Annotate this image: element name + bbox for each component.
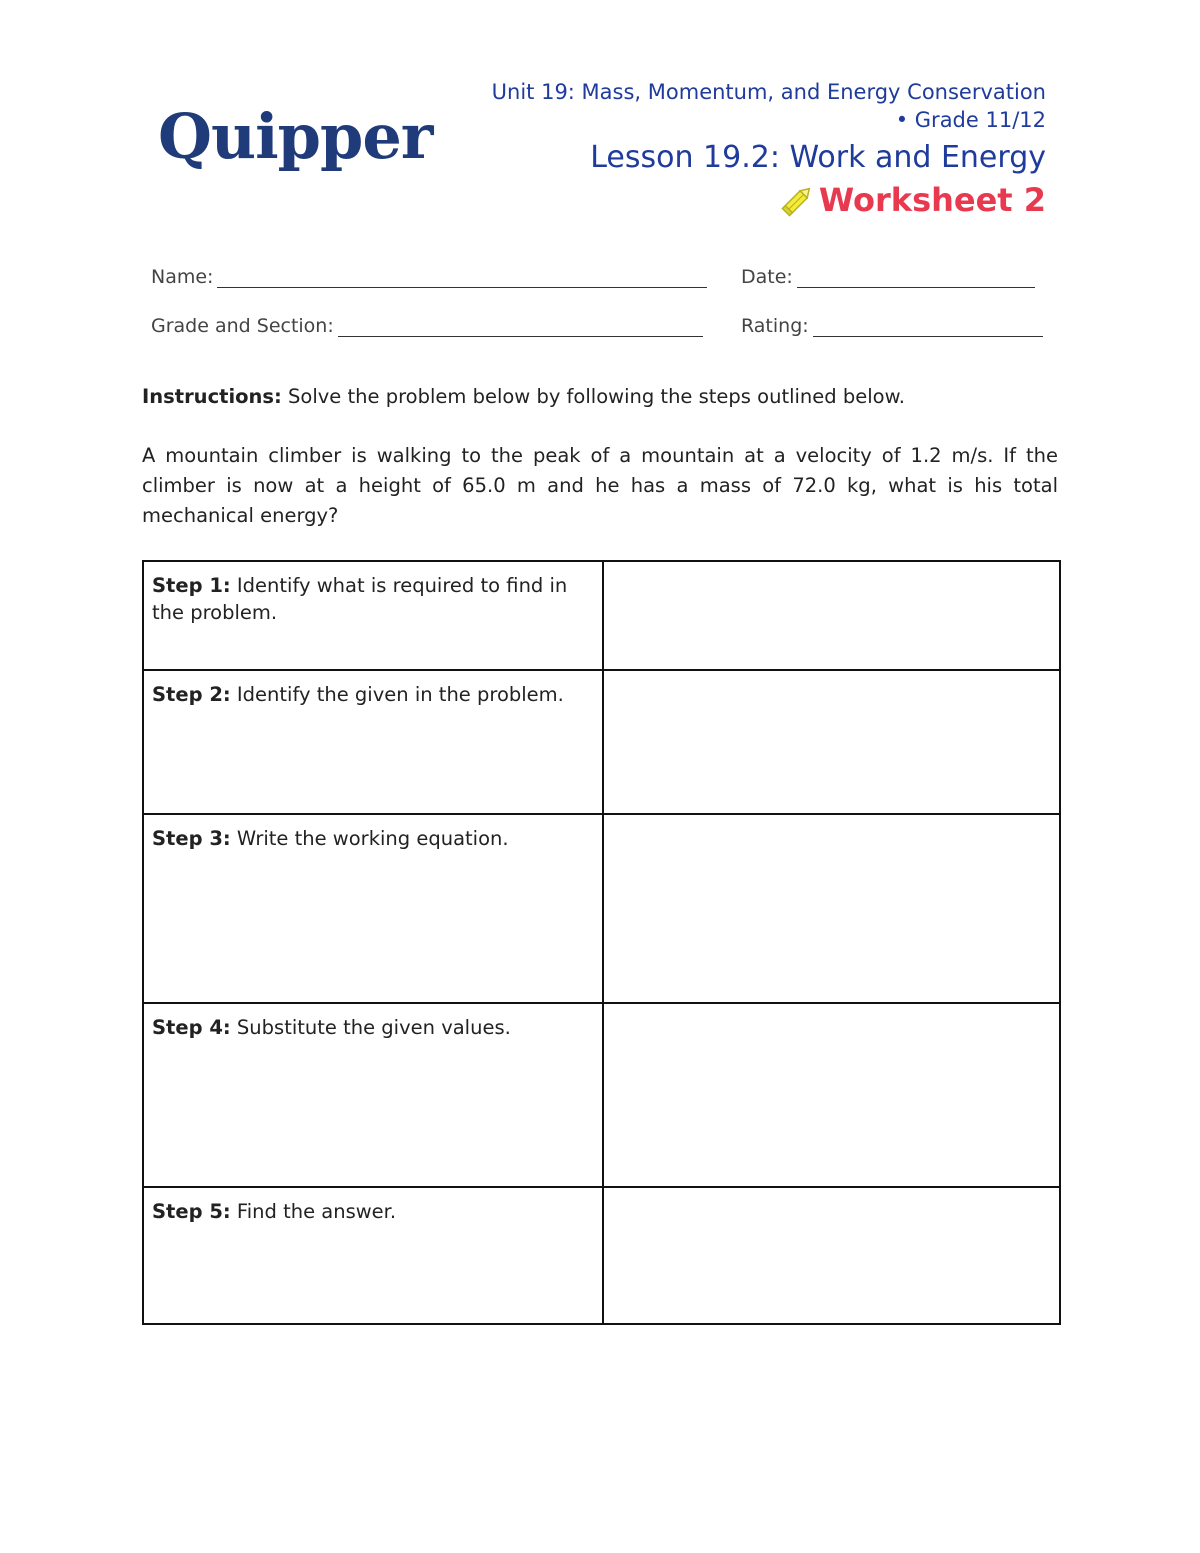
worksheet-title-row	[492, 178, 1046, 222]
rating-label: Rating:	[741, 315, 809, 337]
step-text: Substitute the given values.	[230, 1016, 511, 1039]
date-blank[interactable]	[797, 287, 1035, 288]
table-row	[143, 814, 1060, 1003]
steps-table	[142, 560, 1061, 1325]
grade-section-field[interactable]	[151, 315, 703, 337]
step-label: Step 5:	[152, 1200, 231, 1223]
step-2-answer[interactable]	[603, 670, 1060, 814]
table-row	[143, 1187, 1060, 1324]
grade-level: • Grade 11/12	[895, 108, 1046, 132]
step-text: Identify what is required to find in the problem.	[152, 574, 568, 624]
step-1-cell	[143, 561, 603, 670]
grade-section-label: Grade and Section:	[151, 315, 334, 337]
step-text: Find the answer.	[230, 1200, 397, 1223]
step-3-cell	[143, 814, 603, 1003]
lesson-title: Lesson 19.2: Work and Energy	[590, 140, 1046, 175]
date-label: Date:	[741, 266, 793, 288]
step-label: Step 4:	[152, 1016, 231, 1039]
instructions-label: Instructions:	[142, 385, 282, 408]
step-5-cell	[143, 1187, 603, 1324]
name-label: Name:	[151, 266, 214, 288]
problem-statement: A mountain climber is walking to the peak of a mountain at a velocity of 1.2 m/s. If the climber is now at a height of 65.0 m and he has a mass of 72.0 kg, what is his total mechanical energy?	[142, 444, 1058, 527]
step-4-answer[interactable]	[603, 1003, 1060, 1187]
step-3-answer[interactable]	[603, 814, 1060, 1003]
grade-section-blank[interactable]	[338, 336, 703, 337]
instructions	[142, 382, 1058, 412]
step-4-cell	[143, 1003, 603, 1187]
pencil-icon	[781, 183, 815, 217]
step-text: Identify the given in the problem.	[230, 683, 564, 706]
instructions-text: Solve the problem below by following the steps outlined below.	[281, 385, 905, 408]
date-field[interactable]	[741, 266, 1035, 288]
step-label: Step 2:	[152, 683, 231, 706]
step-5-answer[interactable]	[603, 1187, 1060, 1324]
worksheet-header	[492, 78, 1046, 222]
step-2-cell	[143, 670, 603, 814]
rating-blank[interactable]	[813, 336, 1043, 337]
step-1-answer[interactable]	[603, 561, 1060, 670]
quipper-logo: Quipper	[158, 100, 433, 173]
name-field[interactable]	[151, 266, 707, 288]
worksheet-title: Worksheet 2	[818, 181, 1046, 219]
name-blank[interactable]	[217, 287, 707, 288]
table-row	[143, 1003, 1060, 1187]
table-row	[143, 670, 1060, 814]
step-text: Write the working equation.	[230, 827, 509, 850]
rating-field[interactable]	[741, 315, 1043, 337]
step-label: Step 1:	[152, 574, 231, 597]
table-row	[143, 561, 1060, 670]
unit-title: Unit 19: Mass, Momentum, and Energy Conservation	[491, 80, 1046, 104]
step-label: Step 3:	[152, 827, 231, 850]
